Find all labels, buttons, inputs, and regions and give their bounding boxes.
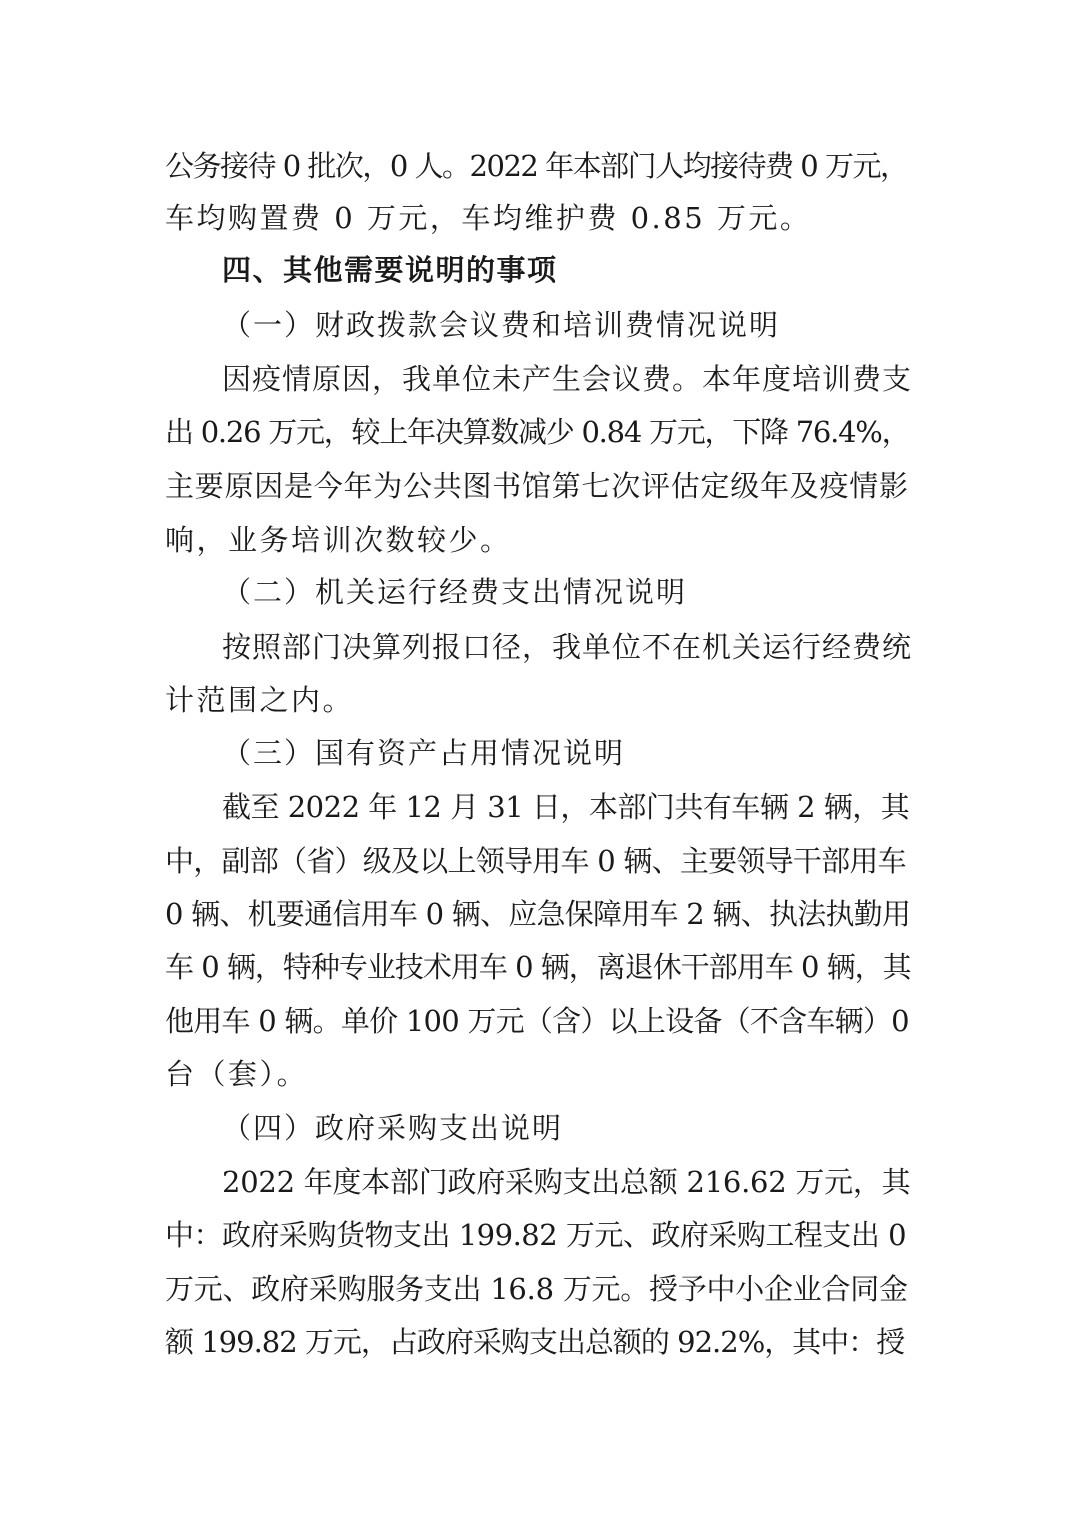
body-text-line: 因疫情原因，我单位未产生会议费。本年度培训费支 <box>222 362 913 396</box>
body-text-line: 车均购置费 0 万元，车均维护费 0.85 万元。 <box>165 201 812 235</box>
body-text-line: 截至 2022 年 12 月 31 日，本部门共有车辆 2 辆，其 <box>222 790 910 824</box>
body-text-line: 他用车 0 辆。单价 100 万元（含）以上设备（不含车辆）0 <box>165 1004 909 1038</box>
body-text-line: 出 0.26 万元，较上年决算数减少 0.84 万元，下降 76.4%， <box>165 415 910 449</box>
body-text-line: 车 0 辆，特种专业技术用车 0 辆，离退休干部用车 0 辆，其 <box>165 950 911 984</box>
body-text-line: 额 199.82 万元，占政府采购支出总额的 92.2%，其中：授 <box>165 1325 905 1359</box>
body-text-line: 计范围之内。 <box>165 683 355 717</box>
subsection-heading: （一）财政拨款会议费和培训费情况说明 <box>222 308 781 342</box>
body-text-line: 按照部门决算列报口径，我单位不在机关运行经费统 <box>222 630 913 664</box>
section-heading: 四、其他需要说明的事项 <box>222 253 558 287</box>
body-text-line: 主要原因是今年为公共图书馆第七次评估定级年及疫情影 <box>165 469 909 503</box>
body-text-line: 中，副部（省）级及以上领导用车 0 辆、主要领导干部用车 <box>165 844 906 878</box>
body-text-line: 中：政府采购货物支出 199.82 万元、政府采购工程支出 0 <box>165 1218 907 1252</box>
body-text-line: 0 辆、机要通信用车 0 辆、应急保障用车 2 辆、执法执勤用 <box>165 897 911 931</box>
body-text-line: 台（套）。 <box>165 1057 309 1091</box>
body-text-line: 公务接待 0 批次，0 人。2022 年本部门人均接待费 0 万元， <box>165 149 908 183</box>
body-text-line: 响，业务培训次数较少。 <box>165 523 512 557</box>
subsection-heading: （三）国有资产占用情况说明 <box>222 736 626 770</box>
subsection-heading: （二）机关运行经费支出情况说明 <box>222 575 688 609</box>
body-text-line: 万元、政府采购服务支出 16.8 万元。授予中小企业合同金 <box>165 1272 908 1306</box>
body-text-line: 2022 年度本部门政府采购支出总额 216.62 万元，其 <box>222 1165 911 1199</box>
subsection-heading: （四）政府采购支出说明 <box>222 1111 564 1145</box>
